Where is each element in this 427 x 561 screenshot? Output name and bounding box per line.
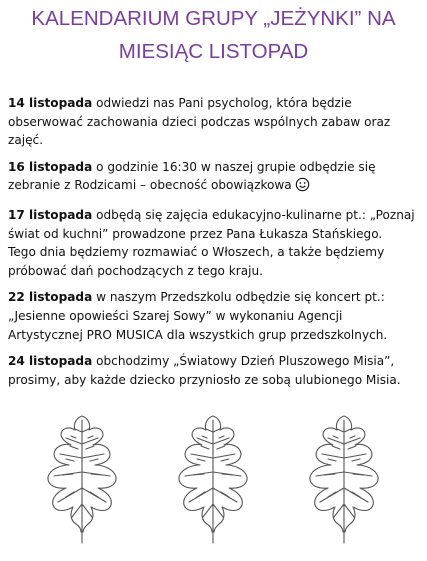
page-title: [0, 2, 427, 68]
entry-date: 22 listopada: [8, 290, 93, 305]
oak-leaf-icon: [298, 412, 390, 546]
leaf-decoration-row: [0, 412, 427, 552]
calendar-entry: [8, 352, 420, 389]
calendar-entry: [8, 94, 420, 150]
entry-date: 14 listopada: [8, 96, 93, 110]
calendar-entry: [8, 158, 420, 198]
entry-text: prosimy, aby każde dziecko przyniosło ze sobą ulubionego Misia.: [8, 372, 401, 387]
entry-text: Tego dnia będziemy rozmawiać o Włoszech, a także będziemy: [8, 245, 385, 260]
entry-date: 16 listopada: [8, 159, 93, 174]
calendar-entry: [8, 206, 420, 280]
entry-date: 17 listopada: [8, 207, 93, 222]
entry-text: obserwować zachowania dzieci podczas wspólnych zabaw oraz: [8, 114, 391, 129]
entry-text: Artystycznej PRO MUSICA dla wszystkich grup przedszkolnych.: [8, 327, 388, 342]
entry-text: świat od kuchni” prowadzone przez Pana Łukasza Stańskiego.: [8, 226, 383, 241]
calendar-list: [8, 94, 420, 397]
title-line-1: KALENDARIUM GRUPY „JEŻYNKI” NA: [31, 7, 396, 30]
entry-text: próbować dań pochodzących z tego kraju.: [8, 263, 263, 278]
smiley-face-icon: [295, 177, 310, 198]
entry-text: w naszym Przedszkolu odbędzie się koncert pt.:: [92, 290, 385, 305]
entry-text: o godzinie 16:30 w naszej grupie odbędzie się: [92, 159, 376, 174]
entry-text: odbędą się zajęcia edukacyjno-kulinarne pt.: „Poznaj: [92, 207, 415, 222]
title-line-2: MIESIĄC LISTOPAD: [118, 40, 309, 63]
calendar-entry: [8, 288, 420, 344]
oak-leaf-icon: [36, 412, 128, 546]
entry-text: zebranie z Rodzicami – obecność obowiązkowa: [8, 178, 292, 193]
entry-text: „Jesienne opowieści Szarej Sowy” w wykonaniu Agencji: [8, 308, 343, 323]
entry-text: odwiedzi nas Pani psycholog, która będzie: [92, 96, 352, 110]
entry-text: zajęć.: [8, 133, 44, 148]
entry-text: obchodzimy „Światowy Dzień Pluszowego Misia”,: [92, 354, 395, 369]
oak-leaf-icon: [167, 412, 259, 546]
entry-date: 24 listopada: [8, 354, 93, 369]
